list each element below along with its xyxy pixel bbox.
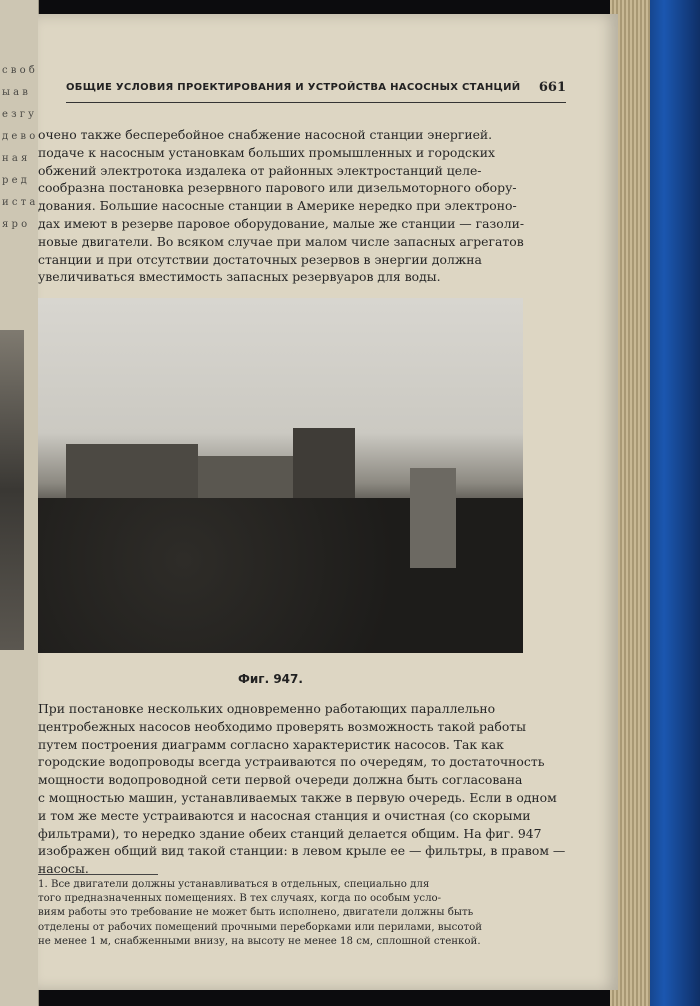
header-title: ОБЩИЕ УСЛОВИЯ ПРОЕКТИРОВАНИЯ И УСТРОЙСТВА НАСОСНЫХ СТАНЦИЙ bbox=[66, 82, 521, 93]
footnote-line: виям работы это требование не может быть исполнено, двигатели должны быть bbox=[38, 907, 474, 919]
footnote-line: 1. Все двигатели должны устанавливаться в отдельных, специально для bbox=[38, 879, 430, 890]
text-line: дах имеют в резерве паровое оборудование, малые же станции — газоли- bbox=[38, 215, 525, 231]
tall-tower-building bbox=[293, 428, 355, 500]
paragraph-1 bbox=[38, 126, 566, 286]
left-page-text-fragments: с в о б ы а в е з г у д е в о н а я р е д и с т а я р о bbox=[2, 65, 36, 230]
running-header bbox=[66, 80, 566, 103]
right-page bbox=[38, 14, 618, 990]
footnote-divider bbox=[38, 874, 158, 875]
text-line: дования. Большие насосные станции в Америке нередко при электроно- bbox=[38, 198, 517, 214]
text-line: обжений электротока издалека от районных электростанций целе- bbox=[38, 162, 482, 178]
footnote-line: не менее 1 м, снабженными внизу, на высоту не менее 18 см, сплошной стенкой. bbox=[38, 935, 481, 947]
middle-building bbox=[198, 456, 298, 500]
figure-caption: Фиг. 947. bbox=[238, 672, 303, 686]
text-line: новые двигатели. Во всяком случае при малом числе запасных агрегатов bbox=[38, 233, 524, 249]
text-line: центробежных насосов необходимо проверять возможность такой работы bbox=[38, 718, 527, 734]
left-page-photo bbox=[0, 330, 24, 650]
paragraph-2 bbox=[38, 700, 566, 878]
text-line: фильтрами), то нередко здание обеих станций делается общим. На фиг. 947 bbox=[38, 825, 542, 841]
page-number: 661 bbox=[538, 80, 566, 95]
text-line: изображен общий вид такой станции: в левом крыле ее — фильтры, в правом — bbox=[38, 843, 566, 859]
text-line: При постановке нескольких одновременно работающих параллельно bbox=[38, 701, 496, 716]
text-line: городские водопроводы всегда устраиваются по очередям, то достаточность bbox=[38, 754, 545, 770]
text-line: очено также бесперебойное снабжение насосной станции энергией. bbox=[38, 127, 493, 142]
text-line: подаче к насосным установкам больших промышленных и городских bbox=[38, 144, 495, 160]
footnote bbox=[38, 878, 566, 949]
text-line: станции и при отсутствии достаточных резервов в энергии должна bbox=[38, 251, 482, 267]
figure-947-photo bbox=[38, 298, 523, 653]
small-tower bbox=[410, 468, 456, 568]
text-line: насосы. bbox=[38, 861, 89, 877]
left-wing-building bbox=[66, 444, 198, 502]
text-line: сообразна постановка резервного парового или дизельмоторного обору- bbox=[38, 180, 517, 196]
text-line: и том же месте устраиваются и насосная станция и очистная (со скорыми bbox=[38, 807, 531, 823]
text-line: увеличиваться вместимость запасных резервуаров для воды. bbox=[38, 269, 441, 285]
footnote-line: того предназначенных помещениях. В тех случаях, когда по особым усло- bbox=[38, 893, 442, 905]
text-line: с мощностью машин, устанавливаемых также в первую очередь. Если в одном bbox=[38, 789, 557, 805]
text-line: путем построения диаграмм согласно характеристик насосов. Так как bbox=[38, 736, 504, 752]
text-line: мощности водопроводной сети первой очереди должна быть согласована bbox=[38, 772, 523, 788]
footnote-line: отделены от рабочих помещений прочными переборками или перилами, высотой bbox=[38, 921, 483, 933]
left-page bbox=[0, 0, 39, 1006]
